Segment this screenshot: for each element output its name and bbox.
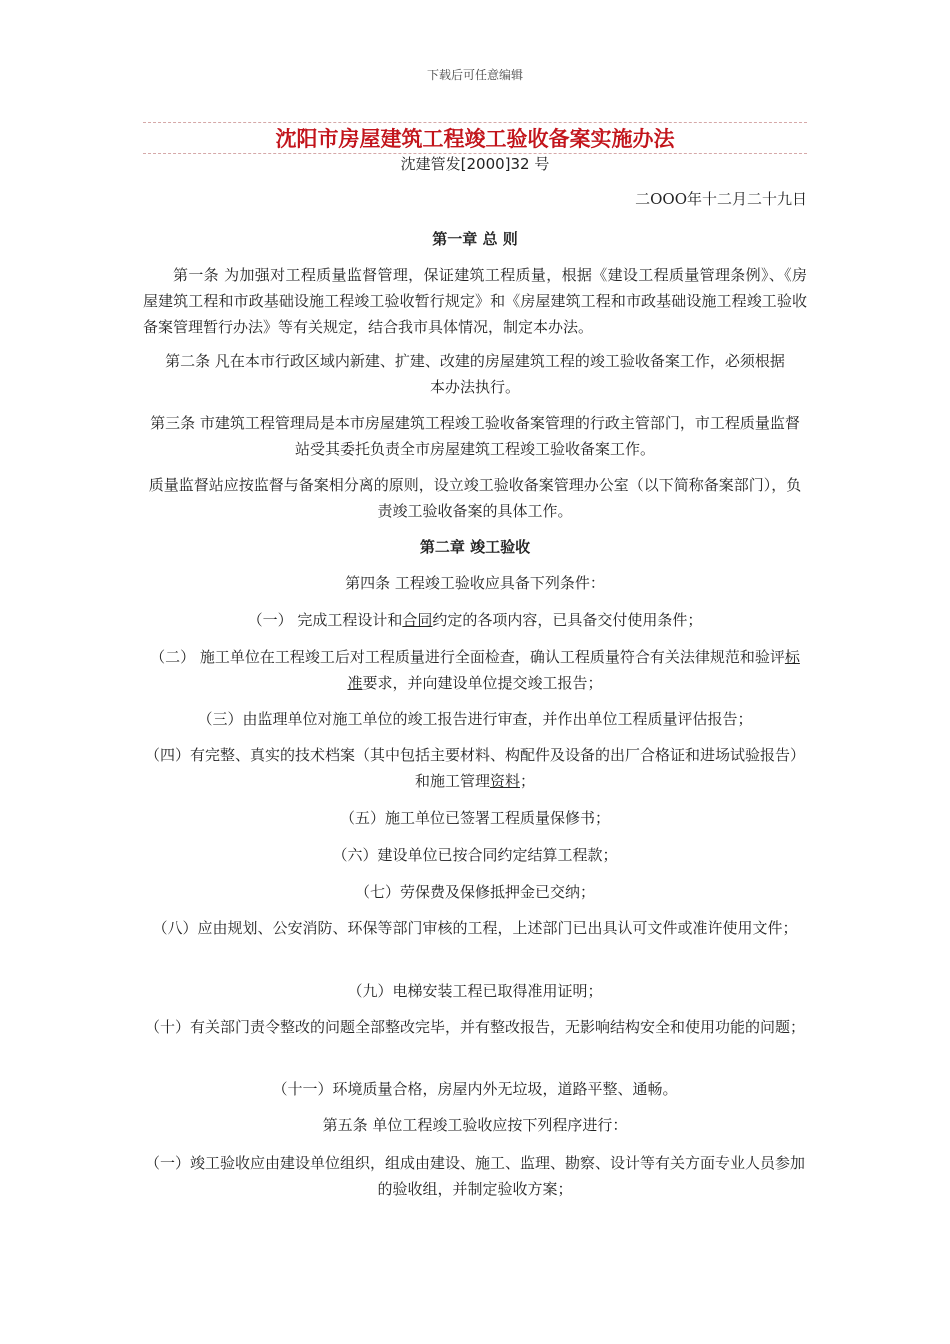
article-1: 第一条 为加强对工程质量监督管理，保证建筑工程质量，根据《建设工程质量管理条例》、《房屋建筑工程和市政基础设施工程竣工验收暂行规定》和《房屋建筑工程和市政基础设施工程竣工验收备案管理暂行办法》等有关规定，结合我市具体情况，制定本办法。 [143,266,807,336]
article-2: 第二条 凡在本市行政区域内新建、扩建、改建的房屋建筑工程的竣工验收备案工作，必须根据本办法执行。 [165,352,785,396]
article-4: 第四条 工程竣工验收应具备下列条件： [345,574,605,592]
condition-4 [143,742,807,794]
condition-2 [143,644,807,696]
condition-10: （十）有关部门责令整改的问题全部整改完毕，并有整改报告，无影响结构安全和使用功能的问题； [144,1018,805,1036]
article-5: 第五条 单位工程竣工验收应按下列程序进行： [322,1116,628,1134]
condition-4-text-b: ； [520,772,536,790]
procedure-1: （一）竣工验收应由建设单位组织，组成由建设、施工、监理、勘察、设计等有关方面专业人员参加的验收组，并制定验收方案； [144,1154,805,1198]
condition-2-text-a: （二） 施工单位在工程竣工后对工程质量进行全面检查，确认工程质量符合有关法律规范和验评 [150,648,785,666]
title-divider-top [143,122,807,123]
contract-link[interactable]: 合同 [402,611,433,629]
standard-link[interactable]: 标准 [347,648,800,692]
condition-9: （九）电梯安装工程已取得准用证明； [347,982,603,1000]
condition-6: （六）建设单位已按合同约定结算工程款； [332,846,618,864]
condition-8: （八）应由规划、公安消防、环保等部门审核的工程，上述部门已出具认可文件或准许使用文件； [152,919,798,937]
article-3-paragraph-2: 质量监督站应按监督与备案相分离的原则，设立竣工验收备案管理办公室（以下简称备案部门），负责竣工验收备案的具体工作。 [148,476,802,520]
condition-3: （三）由监理单位对施工单位的竣工报告进行审查，并作出单位工程质量评估报告； [197,710,753,728]
condition-5: （五）施工单位已签署工程质量保修书； [339,809,610,827]
document-title: 沈阳市房屋建筑工程竣工验收备案实施办法 [275,127,675,151]
condition-2-text-b: 要求，并向建设单位提交竣工报告； [362,674,603,692]
issue-date: 二OOO年十二月二十九日 [635,190,807,208]
condition-1-text-b: 约定的各项内容，已具备交付使用条件； [432,611,703,629]
chapter-heading-1: 第一章 总 则 [432,230,518,248]
data-link[interactable]: 资料 [489,772,520,790]
condition-1 [143,607,807,633]
chapter-heading-2: 第二章 竣工验收 [419,538,531,556]
header-note: 下载后可任意编辑 [426,68,523,82]
document-number: 沈建管发[2000]32 号 [400,155,550,173]
condition-1-text-a: （一） 完成工程设计和 [247,611,403,629]
condition-4-text-a: （四）有完整、真实的技术档案（其中包括主要材料、构配件及设备的出厂合格证和进场试验报告）和施工管理 [144,746,805,790]
condition-11: （十一）环境质量合格，房屋内外无垃圾，道路平整、通畅。 [272,1080,678,1098]
title-block [143,122,807,154]
article-3: 第三条 市建筑工程管理局是本市房屋建筑工程竣工验收备案管理的行政主管部门，市工程质量监督站受其委托负责全市房屋建筑工程竣工验收备案工作。 [150,414,800,458]
condition-7: （七）劳保费及保修抵押金已交纳； [354,883,595,901]
